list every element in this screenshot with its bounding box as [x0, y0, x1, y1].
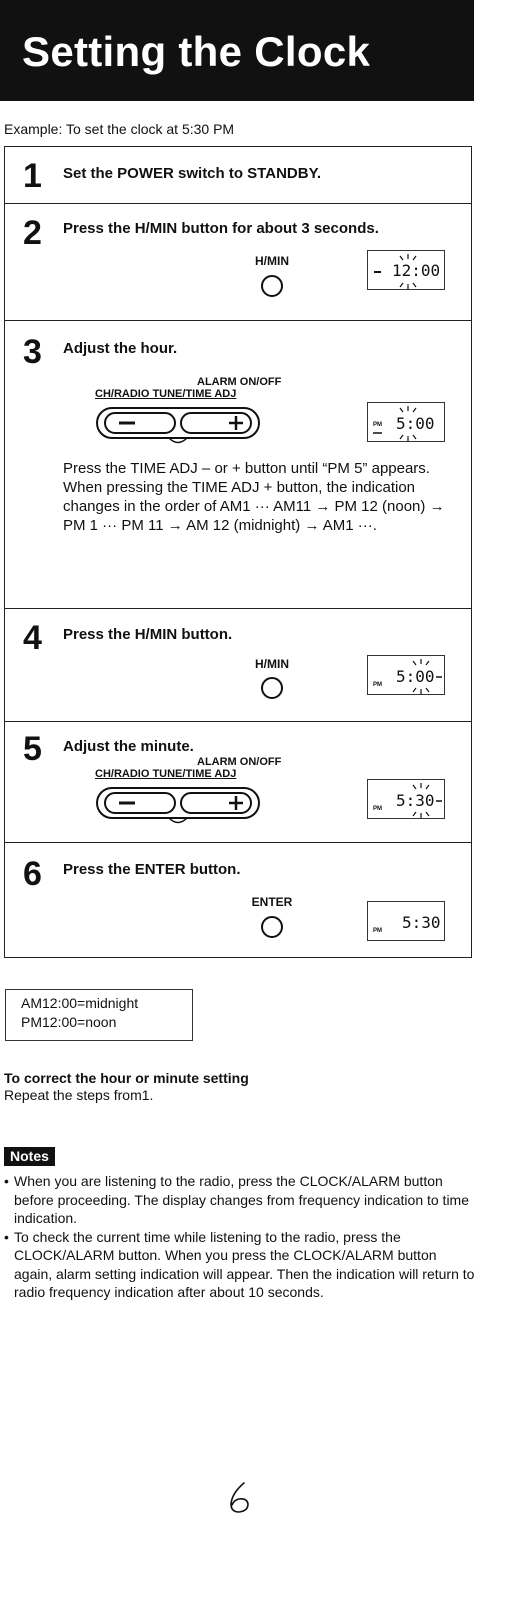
control-label-top: ALARM ON/OFF — [197, 376, 282, 388]
step-number: 4 — [23, 619, 42, 657]
step-5 — [5, 721, 471, 842]
midnight-noon-box — [5, 989, 193, 1041]
pm-indicator: PM — [373, 422, 382, 428]
page-header — [0, 0, 474, 101]
h-min-button[interactable] — [261, 275, 283, 297]
noon-line: PM12:00=noon — [21, 1014, 117, 1030]
step-number: 3 — [23, 333, 42, 371]
note-item: • To check the current time while listening to the radio, press the CLOCK/ALARM button. When you press the CLOCK/ALARM button again, alarm setting indication will appear. Then the indication will return to radio frequency indication after about 10 seconds. — [4, 1228, 478, 1302]
clock-display — [367, 779, 445, 819]
notes-list — [4, 1172, 478, 1302]
button-label: ENTER — [251, 895, 293, 909]
pm-indicator: PM — [373, 682, 382, 688]
control-label: CH/RADIO TUNE/TIME ADJ — [95, 768, 237, 780]
step-description — [63, 459, 463, 535]
step-title: Press the ENTER button. — [63, 861, 241, 878]
pm-indicator: PM — [373, 928, 382, 934]
notes-label: Notes — [4, 1147, 55, 1166]
tune-time-adj-rocker[interactable] — [95, 785, 261, 825]
correct-text: Repeat the steps from1. — [4, 1087, 154, 1103]
enter-button[interactable] — [261, 916, 283, 938]
display-time: 5:30 — [402, 913, 441, 932]
description-line: Press the TIME ADJ – or + button until “PM 5” appears. — [63, 460, 430, 477]
step-6 — [5, 842, 471, 959]
note-item: • When you are listening to the radio, press the CLOCK/ALARM button before proceeding. The display changes from frequency indication to time indication. — [4, 1172, 478, 1228]
steps-table — [4, 146, 472, 958]
clock-display — [367, 901, 445, 941]
tune-time-adj-rocker[interactable] — [95, 405, 261, 445]
step-number: 2 — [23, 214, 42, 252]
step-number: 1 — [23, 157, 42, 195]
clock-display — [367, 402, 445, 442]
step-title: Adjust the hour. — [63, 340, 178, 357]
control-label: CH/RADIO TUNE/TIME ADJ — [95, 388, 237, 400]
page-title: Setting the Clock — [22, 28, 371, 75]
step-2 — [5, 203, 471, 320]
control-label-top: ALARM ON/OFF — [197, 756, 282, 768]
example-text: Example: To set the clock at 5:30 PM — [4, 121, 235, 137]
step-4 — [5, 608, 471, 721]
step-number: 5 — [23, 730, 42, 768]
h-min-button[interactable] — [261, 677, 283, 699]
midnight-line: AM12:00=midnight — [21, 995, 139, 1011]
clock-display — [367, 655, 445, 695]
step-title: Press the H/MIN button for about 3 seconds. — [63, 220, 379, 237]
step-title: Set the POWER switch to STANDBY. — [63, 165, 322, 182]
step-1 — [5, 147, 471, 203]
step-title: Adjust the minute. — [63, 738, 194, 755]
display-time: 5:00 — [396, 414, 435, 433]
display-time: 5:30 — [396, 791, 435, 810]
page-number — [222, 1478, 262, 1518]
clock-display — [367, 250, 445, 290]
button-label: H/MIN — [255, 254, 289, 268]
button-label: H/MIN — [255, 657, 289, 671]
step-title: Press the H/MIN button. — [63, 626, 233, 643]
display-time: 12:00 — [392, 261, 441, 280]
step-3 — [5, 320, 471, 608]
step-number: 6 — [23, 855, 42, 893]
display-time: 5:00 — [396, 667, 435, 686]
description-line: When pressing the TIME ADJ + button, the indication changes in the order of AM1 ··· AM11 → PM 12 (noon) → PM 1 ··· PM 11 → AM 12 (midnight) → AM1 ···. — [63, 479, 445, 534]
correct-heading: To correct the hour or minute setting — [4, 1070, 249, 1086]
pm-indicator: PM — [373, 806, 382, 812]
